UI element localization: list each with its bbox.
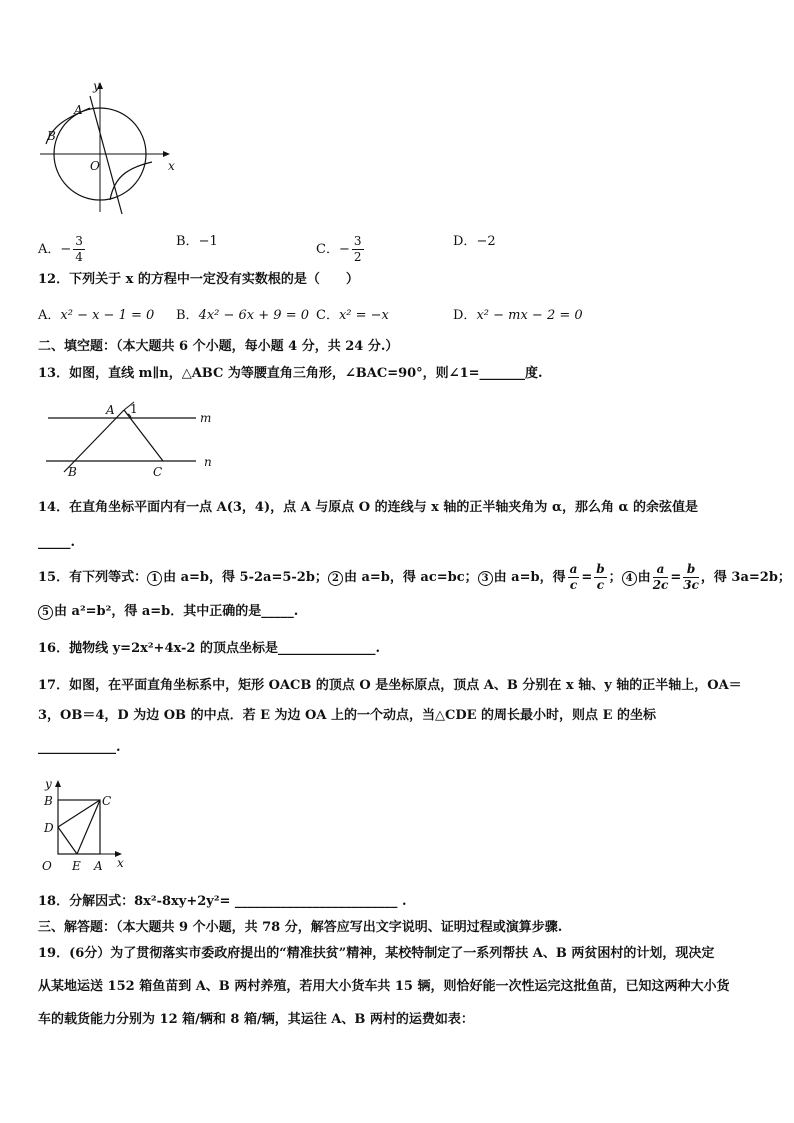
label-b: B xyxy=(68,465,77,479)
circled-number-3: 3 xyxy=(478,571,493,586)
numerator: 3 xyxy=(75,234,83,248)
option-letter: B． xyxy=(176,234,199,249)
option-letter: D． xyxy=(453,234,477,249)
denominator: 2 xyxy=(353,250,362,264)
q11-option-c xyxy=(316,234,366,265)
fraction-a-over-c xyxy=(568,562,580,593)
label-x: x xyxy=(168,159,175,173)
q15-item-2: 由 a=b，得 ac=bc； xyxy=(343,570,478,585)
q17-line-1: 17．如图，在平面直角坐标系中，矩形 OACB 的顶点 O 是坐标原点，顶点 A、B 分别在 x 轴、y 轴的正半轴上，OA＝ xyxy=(38,678,742,693)
label-d: D xyxy=(44,821,54,835)
circled-number-1: 1 xyxy=(147,571,162,586)
label-y: y xyxy=(93,79,100,93)
option-equation: x² − mx − 2 = 0 xyxy=(476,308,583,323)
label-c: C xyxy=(102,794,112,808)
segment-ab xyxy=(64,410,124,472)
q17-line-2: 3，OB＝4，D 为边 OB 的中点．若 E 为边 OA 上的一个动点，当△CDE 的周长最小时，则点 E 的坐标 xyxy=(38,708,657,723)
x-axis-arrow xyxy=(163,151,170,157)
q12-option-b xyxy=(176,308,309,324)
option-letter: C． xyxy=(316,242,339,257)
fraction xyxy=(352,234,364,265)
q18-stem: 18．分解因式：8x²-8xy+2y²= _________________________ . xyxy=(38,894,407,909)
option-letter: A． xyxy=(38,308,61,323)
q14-stem: 14．在直角坐标平面内有一点 A(3，4)，点 A 与原点 O 的连线与 x 轴的正半轴夹角为 α，那么角 α 的余弦值是 xyxy=(38,500,698,515)
q15-intro: 15．有下列等式： xyxy=(38,570,148,585)
fraction-b-over-c xyxy=(594,562,606,593)
label-m: m xyxy=(200,411,212,425)
q17-answer-blank: ____________. xyxy=(38,740,121,755)
q13-figure xyxy=(38,396,228,484)
label-y: y xyxy=(45,777,52,791)
denominator: 2c xyxy=(652,578,669,592)
label-o: O xyxy=(42,859,52,873)
q19-line-1: 19．(6分）为了贯彻落实市委政府提出的“精准扶贫”精神，某校特制定了一系列帮扶 A、B 两贫困村的计划，现决定 xyxy=(38,946,715,961)
option-equation: x² − x − 1 = 0 xyxy=(60,308,155,323)
label-n: n xyxy=(204,455,212,469)
label-a: A xyxy=(106,403,115,417)
q19-line-3: 车的载货能力分别为 12 箱/辆和 8 箱/辆，其运往 A、B 两村的运费如表： xyxy=(38,1012,474,1027)
option-sign: − xyxy=(60,242,72,257)
q12-stem: 12．下列关于 x 的方程中一定没有实数根的是（ ） xyxy=(38,272,359,287)
label-c: C xyxy=(153,465,163,479)
option-equation: x² = −x xyxy=(338,308,389,323)
segment-de xyxy=(58,827,77,854)
label-b: B xyxy=(44,794,53,808)
q15-line-1 xyxy=(38,562,791,594)
q11-figure xyxy=(38,78,183,218)
option-letter: C． xyxy=(316,308,339,323)
numerator: b xyxy=(596,562,605,576)
y-axis-arrow xyxy=(55,780,61,787)
q19-line-2: 从某地运送 152 箱鱼苗到 A、B 两村养殖，若用大小货车共 15 辆，则恰好能一次性运完这批鱼苗，已知这两种大小货 xyxy=(38,979,730,994)
denominator: 3c xyxy=(683,578,699,592)
q11-option-b xyxy=(176,234,218,250)
numerator: b xyxy=(683,562,699,578)
label-b: B xyxy=(47,129,56,143)
q11-option-a xyxy=(38,234,87,265)
q16-stem: 16．抛物线 y=2x²+4x-2 的顶点坐标是_______________. xyxy=(38,641,381,656)
q15-item-5: 由 a²=b²，得 a=b．其中正确的是_____. xyxy=(54,604,299,619)
q15-item-1: 由 a=b，得 5-2a=5-2b； xyxy=(163,570,328,585)
option-letter: B． xyxy=(176,308,199,323)
denominator: c xyxy=(596,578,605,592)
q15-line-2 xyxy=(38,604,298,620)
option-equation: 4x² − 6x + 9 = 0 xyxy=(198,308,309,323)
line-through-a xyxy=(90,96,122,214)
numerator: a xyxy=(653,562,669,578)
q15-item-3: 由 a=b，得 xyxy=(493,570,566,585)
numerator: a xyxy=(569,562,578,576)
denominator: c xyxy=(569,578,578,592)
equals-sign: = xyxy=(670,570,682,585)
q15-item-4-end: ，得 3a=2b； xyxy=(700,570,791,585)
section-2-heading: 二、填空题：（本大题共 6 个小题，每小题 4 分，共 24 分.） xyxy=(38,339,399,354)
circled-number-5: 5 xyxy=(38,605,53,620)
section-3-heading: 三、解答题：（本大题共 9 个小题，共 78 分，解答应写出文字说明、证明过程或演算步骤. xyxy=(38,920,563,935)
q15-item-4: 由 xyxy=(637,570,651,585)
q14-answer-blank: _____. xyxy=(38,535,76,550)
q12-option-a xyxy=(38,308,154,324)
numerator: 3 xyxy=(353,234,362,248)
option-letter: A． xyxy=(38,242,61,257)
label-e: E xyxy=(72,859,81,873)
fraction xyxy=(73,234,85,265)
circled-number-2: 2 xyxy=(328,571,343,586)
label-o: O xyxy=(90,159,100,173)
option-sign: − xyxy=(338,242,350,257)
label-a: A xyxy=(74,103,83,117)
rectangle-oacb xyxy=(58,800,100,854)
q17-figure xyxy=(38,774,133,874)
label-x: x xyxy=(117,856,124,870)
label-a: A xyxy=(94,859,103,873)
denominator: 4 xyxy=(75,250,83,264)
q13-stem: 13．如图，直线 m∥n，△ABC 为等腰直角三角形，∠BAC=90°，则∠1=_______度. xyxy=(38,366,543,381)
equals-sign: = xyxy=(581,570,593,585)
circled-number-4: 4 xyxy=(622,571,637,586)
fraction-a-over-2c xyxy=(653,562,669,593)
fraction-b-over-3c xyxy=(683,562,699,593)
q15-item-3-end: ； xyxy=(608,570,622,585)
label-angle-1: 1 xyxy=(130,402,138,416)
q12-option-d xyxy=(453,308,583,324)
q11-option-d xyxy=(453,234,496,250)
option-letter: D． xyxy=(453,308,477,323)
option-value: −1 xyxy=(198,234,218,249)
q12-option-c xyxy=(316,308,389,324)
option-value: −2 xyxy=(476,234,496,249)
